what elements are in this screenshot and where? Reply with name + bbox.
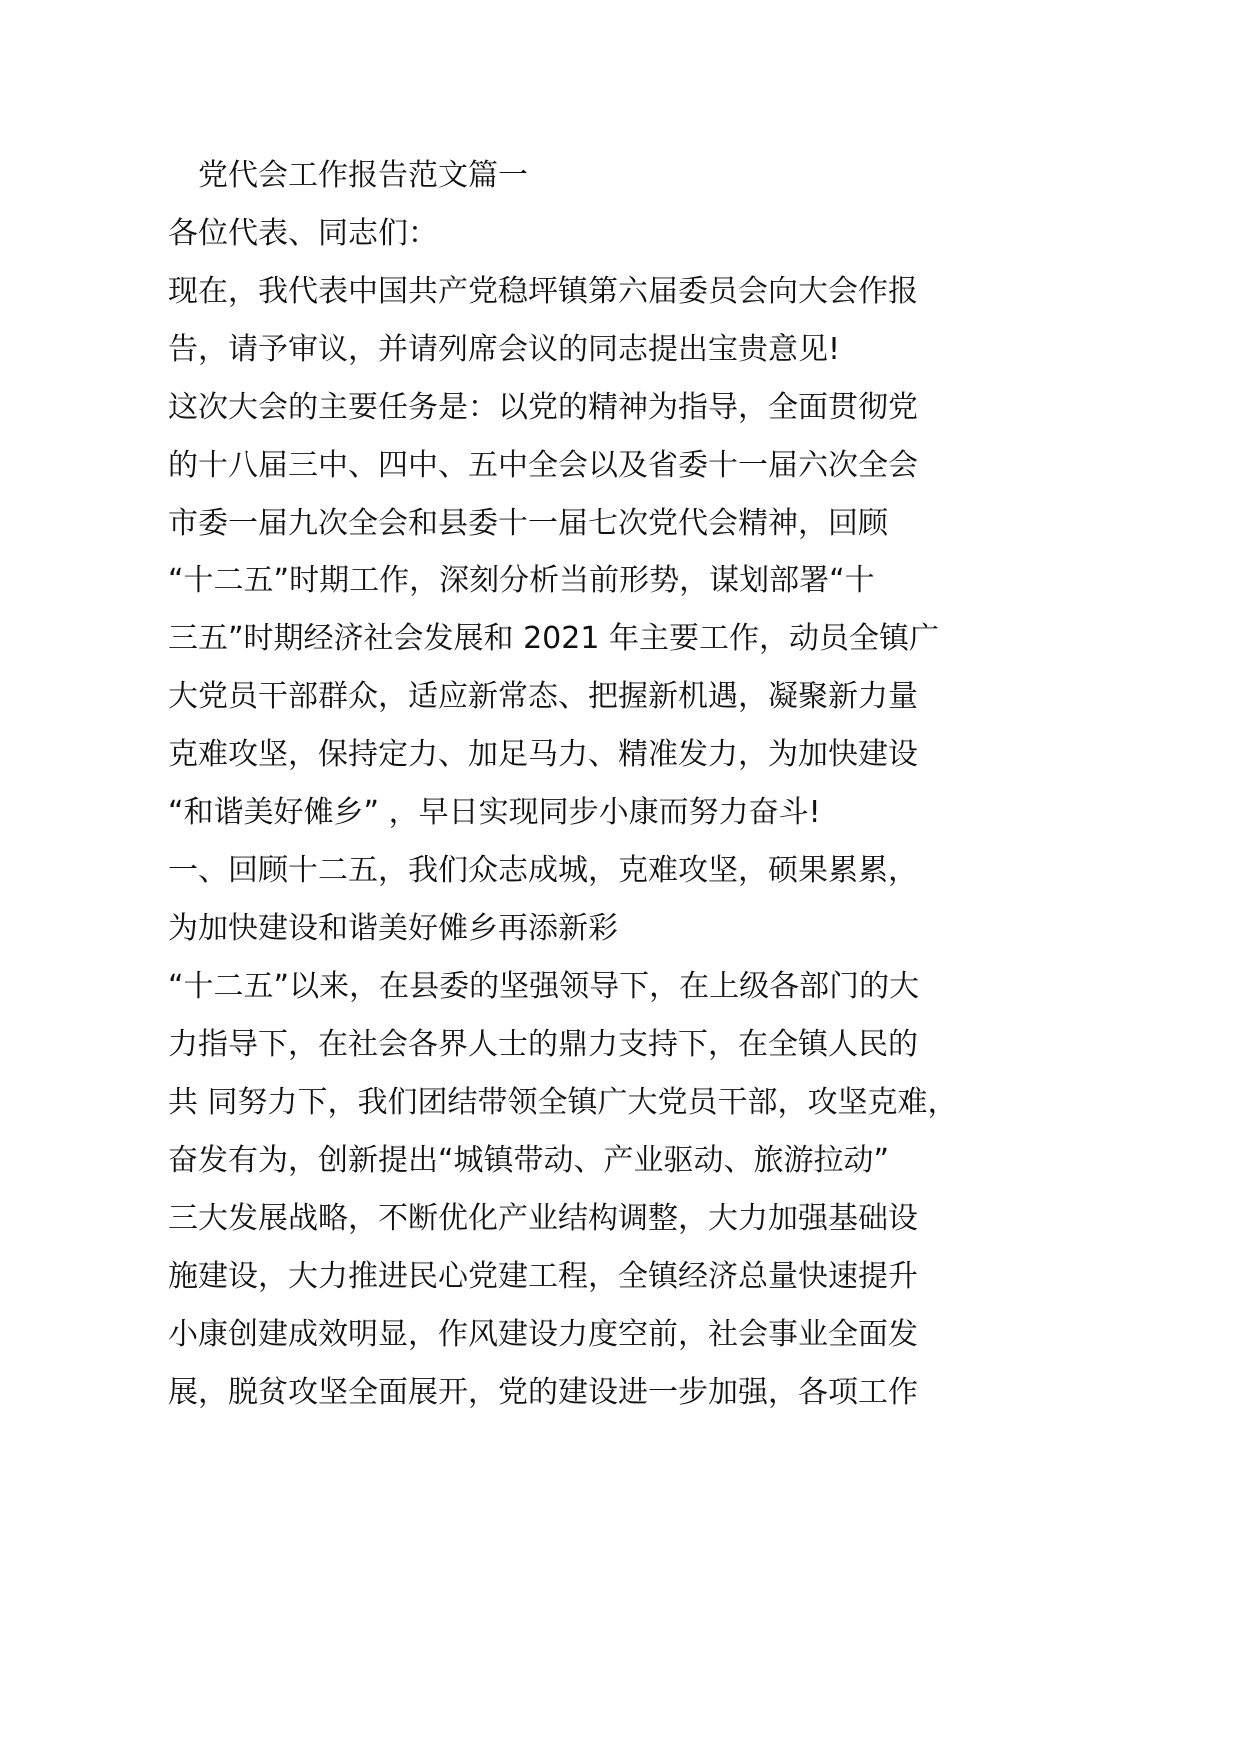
paragraph-line: 奋发有为，创新提出“城镇带动、产业驱动、旅游拉动” <box>168 1143 890 1178</box>
paragraph-line: “和谐美好傩乡” ，早日实现同步小康而努力奋斗! <box>168 795 821 830</box>
paragraph-line: “十二五”时期工作，深刻分析当前形势，谋划部署“十 <box>168 563 875 598</box>
salutation: 各位代表、同志们： <box>168 216 438 251</box>
paragraph-line: 小康创建成效明显，作风建设力度空前，社会事业全面发 <box>168 1317 918 1352</box>
paragraph-line: 力指导下，在社会各界人士的鼎力支持下，在全镇人民的 <box>168 1027 918 1062</box>
paragraph-line: 现在，我代表中国共产党稳坪镇第六届委员会向大会作报 <box>168 274 918 309</box>
paragraph-line: 三大发展战略，不断优化产业结构调整，大力加强基础设 <box>168 1201 918 1236</box>
paragraph-line: 共 同努力下，我们团结带领全镇广大党员干部，攻坚克难， <box>168 1085 958 1120</box>
paragraph-line: 市委一届九次全会和县委十一届七次党代会精神，回顾 <box>168 506 888 541</box>
paragraph-line: 克难攻坚，保持定力、加足马力、精准发力，为加快建设 <box>168 737 918 772</box>
paragraph-line: 展，脱贫攻坚全面展开，党的建设进一步加强，各项工作 <box>168 1375 918 1410</box>
section-heading-line: 一、回顾十二五，我们众志成城，克难攻坚，硕果累累， <box>168 853 918 888</box>
paragraph-line: 三五”时期经济社会发展和 2021 年主要工作，动员全镇广 <box>168 621 939 656</box>
paragraph-line: 的十八届三中、四中、五中全会以及省委十一届六次全会 <box>168 448 918 483</box>
paragraph-line: 施建设，大力推进民心党建工程，全镇经济总量快速提升 <box>168 1259 918 1294</box>
document-title: 党代会工作报告范文篇一 <box>198 158 528 193</box>
paragraph-line: 告，请予审议，并请列席会议的同志提出宝贵意见! <box>168 332 841 367</box>
section-heading-line: 为加快建设和谐美好傩乡再添新彩 <box>168 911 618 946</box>
paragraph-line: 大党员干部群众，适应新常态、把握新机遇，凝聚新力量 <box>168 679 918 714</box>
paragraph-line: 这次大会的主要任务是：以党的精神为指导，全面贯彻党 <box>168 390 918 425</box>
paragraph-line: “十二五”以来，在县委的坚强领导下，在上级各部门的大 <box>168 969 920 1004</box>
